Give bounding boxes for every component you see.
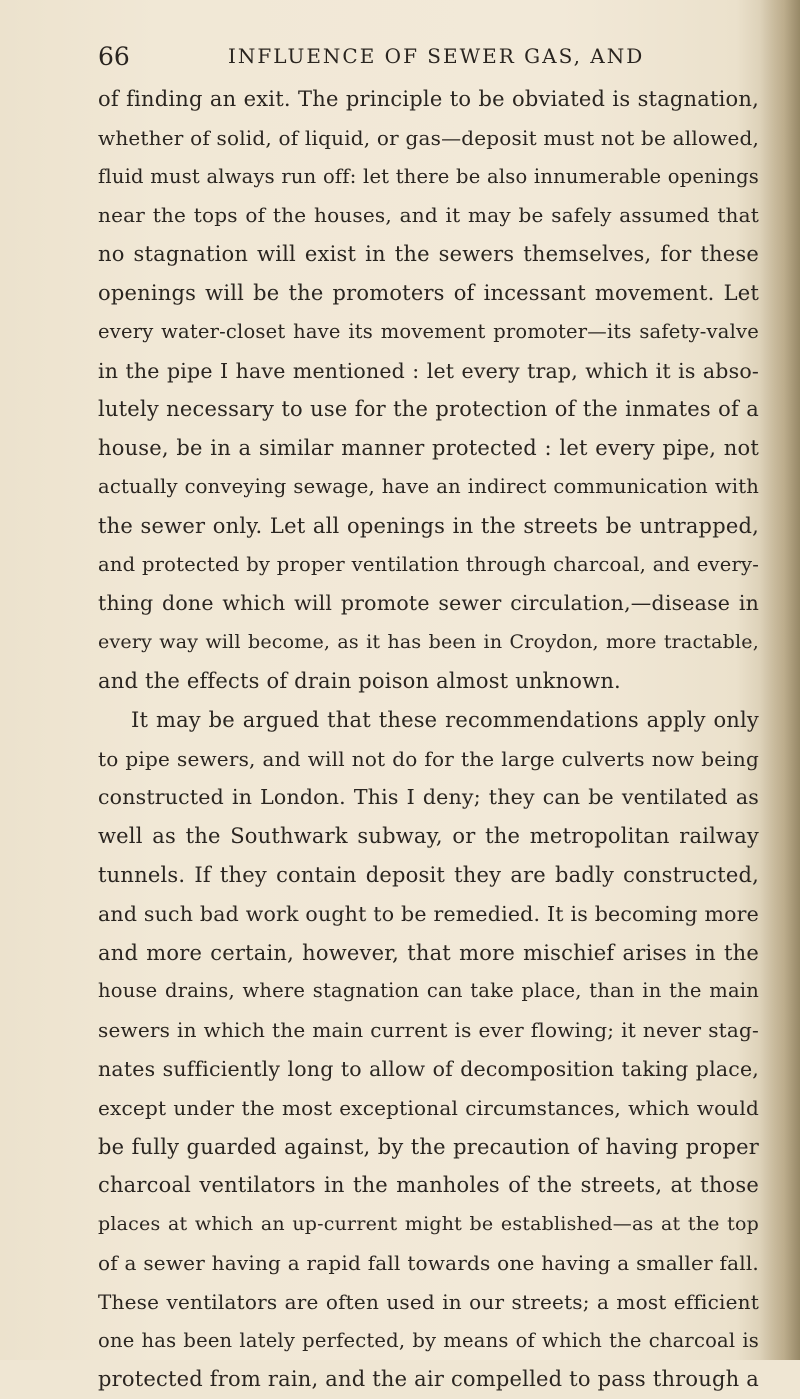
text-line: tunnels. If they contain deposit they are badly constructed, (98, 862, 759, 887)
running-head: INFLUENCE OF SEWER GAS, AND (228, 44, 645, 68)
text-line: protected from rain, and the air compelled to pass through a (98, 1367, 759, 1392)
text-line: of a sewer having a rapid fall towards one having a smaller fall. (98, 1250, 759, 1275)
text-line: one has been lately perfected, by means of which the charcoal is (98, 1328, 759, 1352)
text-line: and such bad work ought to be remedied. It is becoming more (98, 901, 759, 926)
text-line: lutely necessary to use for the protection of the inmates of a (98, 397, 759, 422)
paragraph-end-line: and the effects of drain poison almost unknown. (98, 668, 621, 693)
text-line: the sewer only. Let all openings in the streets be untrapped, (98, 513, 759, 538)
text-line: be fully guarded against, by the precaution of having proper (98, 1134, 759, 1159)
text-line: well as the Southwark subway, or the metropolitan railway (98, 824, 759, 849)
text-line: actually conveying sewage, have an indirect communication with (98, 474, 759, 498)
text-line: near the tops of the houses, and it may be safely assumed that (98, 203, 759, 228)
page-header (98, 42, 758, 82)
text-line: thing done which will promote sewer circulation,—disease in (98, 591, 759, 616)
text-line: every water-closet have its movement promoter—its safety-valve (98, 319, 759, 343)
text-line: nates sufficiently long to allow of decomposition taking place, (98, 1056, 759, 1081)
paragraph-start-line: It may be argued that these recommendations apply only (131, 707, 759, 732)
text-line: and more certain, however, that more mischief arises in the (98, 940, 759, 965)
text-line: These ventilators are often used in our streets; a most efficient (98, 1289, 759, 1314)
text-line: places at which an up-current might be established—as at the top (98, 1213, 759, 1236)
text-line: constructed in London. This I deny; they can be ventilated as (98, 785, 759, 810)
text-line: no stagnation will exist in the sewers themselves, for these (98, 242, 759, 267)
text-line: openings will be the promoters of incessant movement. Let (98, 280, 759, 305)
text-line: in the pipe I have mentioned : let every trap, which it is abso- (98, 358, 759, 383)
text-line: whether of solid, of liquid, or gas—deposit must not be allowed, (98, 125, 760, 150)
body-text (98, 80, 759, 1399)
text-line: and protected by proper ventilation through charcoal, and every- (98, 552, 759, 576)
page-number: 66 (98, 42, 130, 71)
text-line: house, be in a similar manner protected : let every pipe, not (98, 436, 759, 461)
text-line: fluid must always run off: let there be also innumerable openings (98, 164, 759, 188)
page-edge-shadow (760, 0, 800, 1360)
text-line: sewers in which the main current is ever flowing; it never stag- (98, 1018, 759, 1043)
text-line: of finding an exit. The principle to be obviated is stagnation, (98, 87, 759, 111)
text-line: except under the most exceptional circumstances, which would (98, 1095, 759, 1120)
text-line: every way will become, as it has been in Croydon, more tractable, (98, 631, 759, 654)
text-line: house drains, where stagnation can take place, than in the main (98, 979, 759, 1003)
text-line: charcoal ventilators in the manholes of the streets, at those (98, 1173, 759, 1198)
text-line: to pipe sewers, and will not do for the large culverts now being (98, 746, 759, 771)
